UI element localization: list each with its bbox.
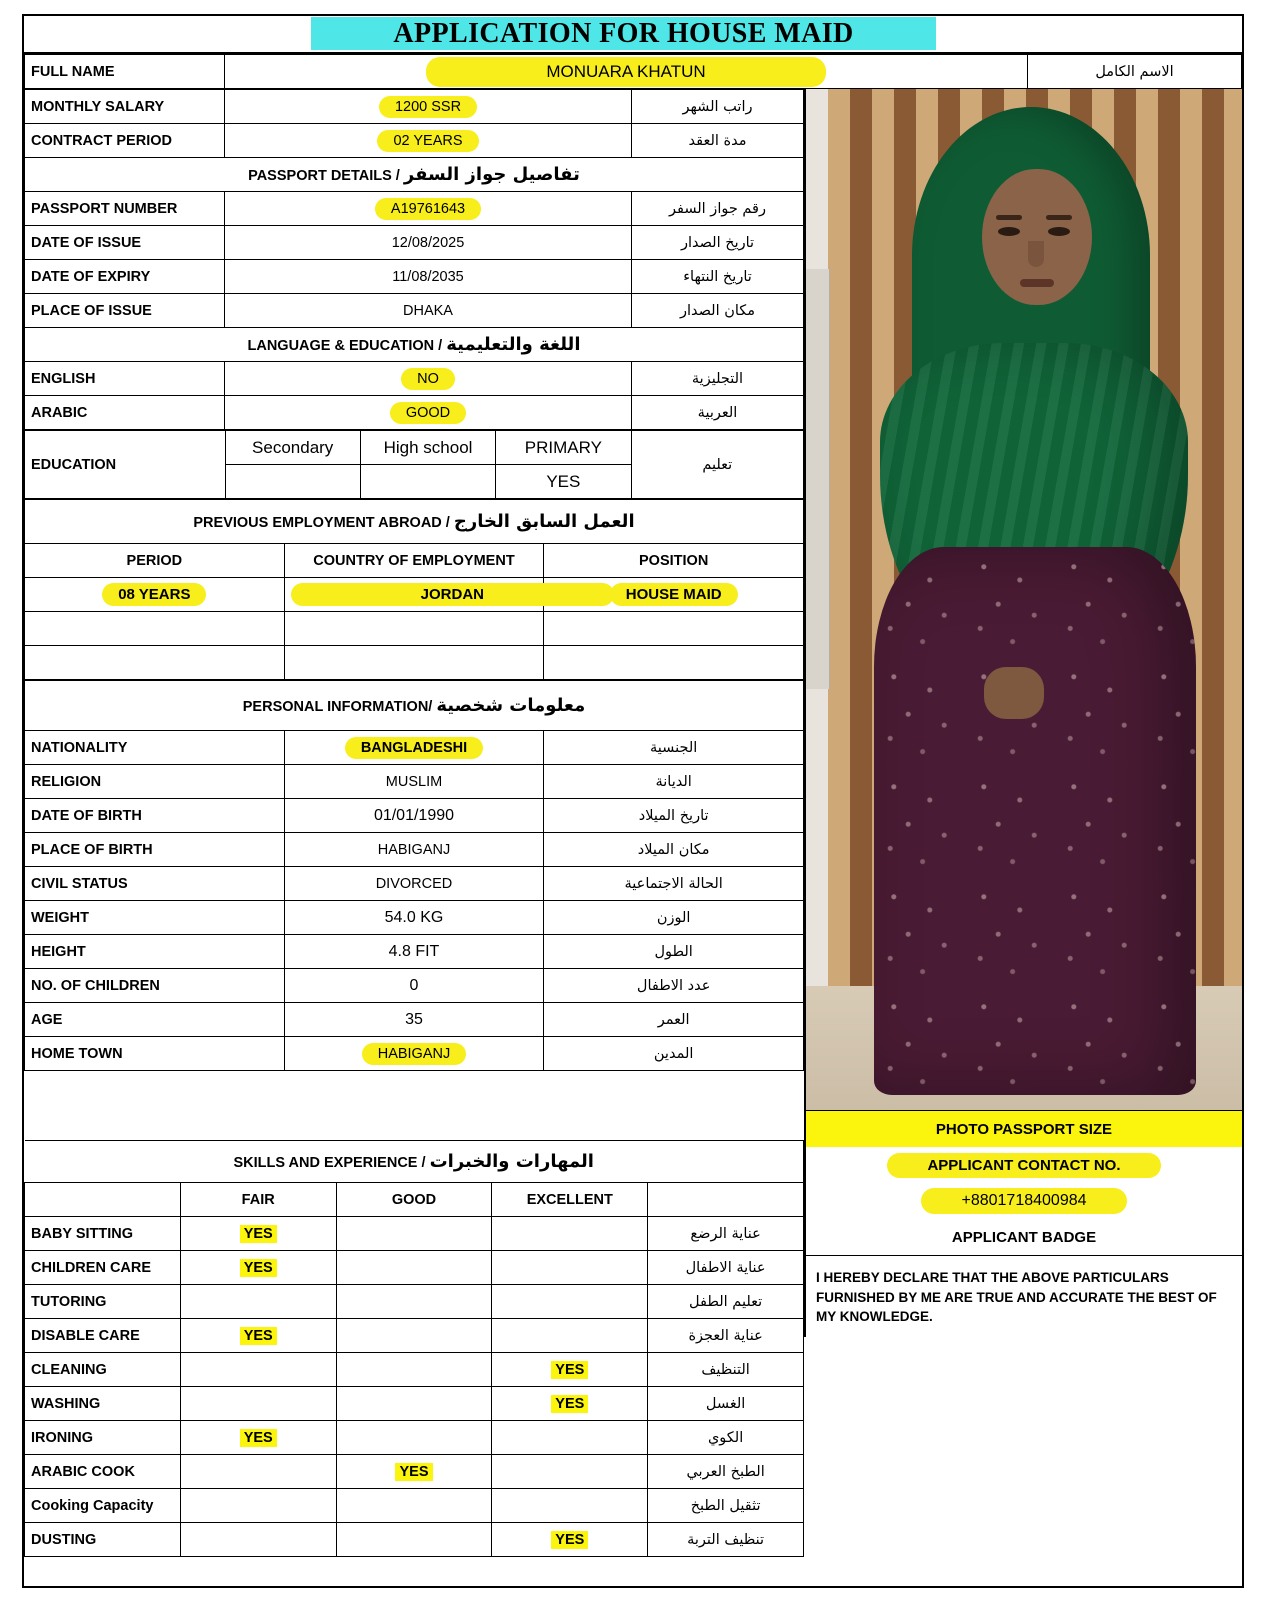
table-row [25,833,804,867]
employment-section-heading [25,500,804,544]
education-table [24,430,804,499]
date-of-birth-arabic: تاريخ الميلاد [544,799,804,833]
education-option-primary: PRIMARY [496,431,631,465]
age-arabic: العمر [544,1003,804,1037]
skills-header-blank [25,1183,181,1217]
skill-arabic-tutoring: تعليم الطفل [648,1285,804,1319]
skill-good-disable-care [336,1319,492,1353]
skill-label-cleaning: CLEANING [25,1353,181,1387]
skill-mark: YES [240,1429,277,1447]
table-row [25,1217,804,1251]
passport-number-value-cell [225,192,632,226]
religion-arabic: الديانة [544,765,804,799]
table-row [25,1523,804,1557]
contract-period-value-cell [225,124,632,158]
contract-table [24,89,804,430]
page-title: APPLICATION FOR HOUSE MAID [393,17,854,49]
date-of-expiry-arabic: تاريخ النتهاء [632,260,804,294]
date-of-birth-label: DATE OF BIRTH [25,799,285,833]
contact-label-row [806,1147,1242,1183]
skill-label-disable-care: DISABLE CARE [25,1319,181,1353]
skill-arabic-ironing: الكوي [648,1421,804,1455]
table-row [25,612,804,646]
skill-label-baby-sitting: BABY SITTING [25,1217,181,1251]
dress [874,547,1196,1095]
english-value: NO [401,368,455,390]
arabic-value: GOOD [390,402,466,424]
skill-excellent-disable-care [492,1319,648,1353]
religion-value: MUSLIM [284,765,544,799]
skill-label-washing: WASHING [25,1387,181,1421]
civil-status-label: CIVIL STATUS [25,867,285,901]
skill-good-arabic-cook [336,1455,492,1489]
table-row [25,901,804,935]
weight-value: 54.0 KG [284,901,544,935]
eye-left [998,227,1020,236]
hands [984,667,1044,719]
skill-label-dusting: DUSTING [25,1523,181,1557]
full-name-value-cell [225,55,1028,89]
skill-arabic-arabic-cook: الطبخ العربي [648,1455,804,1489]
skill-label-cooking-capacity: Cooking Capacity [25,1489,181,1523]
place-of-issue-value: DHAKA [225,294,632,328]
table-row [25,500,804,544]
table-row [25,578,804,612]
skill-mark: YES [395,1463,432,1481]
height-arabic: الطول [544,935,804,969]
personal-information-table [24,680,804,1071]
employment-header-position: POSITION [544,544,804,578]
table-row [25,969,804,1003]
children-count-label: NO. OF CHILDREN [25,969,285,1003]
skill-excellent-baby-sitting [492,1217,648,1251]
employment-position-cell-3 [544,646,804,680]
skill-excellent-ironing [492,1421,648,1455]
contact-number: +8801718400984 [921,1188,1126,1214]
monthly-salary-label: MONTHLY SALARY [25,90,225,124]
skill-arabic-baby-sitting: عناية الرضع [648,1217,804,1251]
passport-heading-en: PASSPORT DETAILS / [248,168,400,184]
employment-header-period: PERIOD [25,544,285,578]
education-mark-high-school [360,465,495,499]
nose [1028,241,1044,267]
employment-period-cell-3 [25,646,285,680]
english-value-cell [225,362,632,396]
application-form [22,14,1244,1588]
date-of-birth-value: 01/01/1990 [284,799,544,833]
english-arabic: التجليزية [632,362,804,396]
table-row [25,731,804,765]
passport-heading-ar: تفاصيل جواز السفر [403,164,580,185]
weight-label: WEIGHT [25,901,285,935]
date-of-issue-value: 12/08/2025 [225,226,632,260]
applicant-photo [806,89,1242,1111]
employment-heading-ar: العمل السابق الخارج [453,511,635,532]
skill-mark: YES [551,1361,588,1379]
monthly-salary-arabic: راتب الشهر [632,90,804,124]
place-of-birth-arabic: مكان الميلاد [544,833,804,867]
employment-period-value: 08 YEARS [102,583,206,606]
table-row [25,765,804,799]
declaration-text: I HEREBY DECLARE THAT THE ABOVE PARTICULARS FURNISHED BY ME ARE TRUE AND ACCURATE THE BEST OF MY KNOWLEDGE. [806,1255,1242,1337]
photo-size-band [806,1111,1242,1147]
date-of-expiry-value: 11/08/2035 [225,260,632,294]
table-row [25,260,804,294]
skills-header-fair: FAIR [180,1183,336,1217]
skill-excellent-tutoring [492,1285,648,1319]
full-name-table [24,54,1242,89]
table-row [25,192,804,226]
passport-number-label: PASSPORT NUMBER [25,192,225,226]
height-label: HEIGHT [25,935,285,969]
skill-fair-cleaning [180,1353,336,1387]
personal-heading-ar: معلومات شخصية [436,695,586,716]
form-title-row [24,16,1242,54]
photo-background-cabinet [806,269,830,689]
date-of-expiry-label: DATE OF EXPIRY [25,260,225,294]
employment-position-cell-2 [544,612,804,646]
passport-number-arabic: رقم جواز السفر [632,192,804,226]
applicant-badge-label: APPLICANT BADGE [951,1228,1097,1246]
date-of-issue-arabic: تاريخ الصدار [632,226,804,260]
education-option-secondary: Secondary [225,431,360,465]
skill-excellent-cleaning [492,1353,648,1387]
place-of-birth-label: PLACE OF BIRTH [25,833,285,867]
contact-label: APPLICANT CONTACT NO. [887,1153,1160,1178]
title-band [311,17,936,50]
passport-section-heading [25,158,804,192]
table-row [25,867,804,901]
skill-good-dusting [336,1523,492,1557]
religion-label: RELIGION [25,765,285,799]
education-mark-primary: YES [496,465,631,499]
skill-good-children-care [336,1251,492,1285]
language-heading-en: LANGUAGE & EDUCATION / [247,338,443,354]
employment-period-cell [25,578,285,612]
table-row [25,1421,804,1455]
education-label: EDUCATION [25,431,226,499]
skill-excellent-children-care [492,1251,648,1285]
employment-table [24,499,804,680]
eyebrow-left [996,215,1022,220]
skill-good-cleaning [336,1353,492,1387]
skill-mark: YES [551,1531,588,1549]
skill-fair-baby-sitting [180,1217,336,1251]
language-heading-ar: اللغة والتعليمية [446,334,581,355]
nationality-value: BANGLADESHI [345,737,483,759]
age-value: 35 [284,1003,544,1037]
arabic-arabic: العربية [632,396,804,430]
education-option-high-school: High school [360,431,495,465]
place-of-birth-value: HABIGANJ [284,833,544,867]
table-row [25,90,804,124]
monthly-salary-value-cell [225,90,632,124]
contract-period-arabic: مدة العقد [632,124,804,158]
eyebrow-right [1046,215,1072,220]
table-row [25,294,804,328]
contract-period-label: CONTRACT PERIOD [25,124,225,158]
skill-fair-arabic-cook [180,1455,336,1489]
skills-table [24,1140,804,1557]
table-row [25,328,804,362]
full-name-arabic: الاسم الكامل [1028,55,1242,89]
skill-fair-washing [180,1387,336,1421]
table-row [25,124,804,158]
table-row [25,396,804,430]
height-value: 4.8 FIT [284,935,544,969]
employment-period-cell-2 [25,612,285,646]
skill-good-baby-sitting [336,1217,492,1251]
skill-good-tutoring [336,1285,492,1319]
table-row [25,1387,804,1421]
photo-size-label: PHOTO PASSPORT SIZE [935,1120,1113,1138]
table-row [25,1251,804,1285]
skill-fair-tutoring [180,1285,336,1319]
table-row [25,362,804,396]
table-row [25,55,1242,89]
skills-header-arabic [648,1183,804,1217]
date-of-issue-label: DATE OF ISSUE [25,226,225,260]
table-row [25,935,804,969]
employment-country-value: JORDAN [291,583,614,606]
skill-arabic-cleaning: التنظيف [648,1353,804,1387]
arabic-value-cell [225,396,632,430]
table-row [25,226,804,260]
skill-excellent-washing [492,1387,648,1421]
skill-excellent-dusting [492,1523,648,1557]
skills-section [24,1140,804,1557]
skill-good-cooking-capacity [336,1489,492,1523]
full-name-value: MONUARA KHATUN [426,57,825,87]
table-row [25,544,804,578]
children-count-arabic: عدد الاطفال [544,969,804,1003]
skill-arabic-dusting: تنظيف التربة [648,1523,804,1557]
skill-excellent-arabic-cook [492,1455,648,1489]
skill-mark: YES [240,1327,277,1345]
skill-label-ironing: IRONING [25,1421,181,1455]
skills-heading-ar: المهارات والخبرات [429,1151,594,1172]
home-town-arabic: المدين [544,1037,804,1071]
table-row [25,1183,804,1217]
skill-excellent-cooking-capacity [492,1489,648,1523]
personal-section-heading [25,681,804,731]
place-of-issue-arabic: مكان الصدار [632,294,804,328]
contact-number-row [806,1183,1242,1219]
personal-heading-en: PERSONAL INFORMATION/ [242,699,433,715]
photo-size-label-row [806,1111,1242,1147]
civil-status-arabic: الحالة الاجتماعية [544,867,804,901]
language-section-heading [25,328,804,362]
children-count-value: 0 [284,969,544,1003]
education-mark-secondary [225,465,360,499]
table-row [25,646,804,680]
skill-fair-disable-care [180,1319,336,1353]
employment-header-country: COUNTRY OF EMPLOYMENT [284,544,544,578]
skill-label-children-care: CHILDREN CARE [25,1251,181,1285]
table-row [25,1319,804,1353]
home-town-label: HOME TOWN [25,1037,285,1071]
eye-right [1048,227,1070,236]
table-row [25,1037,804,1071]
photo-inner [806,89,1242,1110]
skill-arabic-children-care: عناية الاطفال [648,1251,804,1285]
skill-label-tutoring: TUTORING [25,1285,181,1319]
skill-fair-cooking-capacity [180,1489,336,1523]
table-row [25,1141,804,1183]
skills-header-excellent: EXCELLENT [492,1183,648,1217]
applicant-badge-row [806,1219,1242,1255]
table-row [25,681,804,731]
skill-arabic-cooking-capacity: تثقيل الطبخ [648,1489,804,1523]
table-row [25,1455,804,1489]
employment-country-cell-3 [284,646,544,680]
weight-arabic: الوزن [544,901,804,935]
skill-fair-ironing [180,1421,336,1455]
skill-fair-dusting [180,1523,336,1557]
place-of-issue-label: PLACE OF ISSUE [25,294,225,328]
education-arabic: تعليم [631,431,803,499]
table-row [25,1353,804,1387]
monthly-salary-value: 1200 SSR [379,96,477,118]
skill-label-arabic-cook: ARABIC COOK [25,1455,181,1489]
skill-mark: YES [240,1259,277,1277]
skills-header-good: GOOD [336,1183,492,1217]
table-row [25,1489,804,1523]
passport-number-value: A19761643 [375,198,481,220]
table-row [25,1285,804,1319]
skill-arabic-washing: الغسل [648,1387,804,1421]
skill-mark: YES [240,1225,277,1243]
table-row [25,799,804,833]
age-label: AGE [25,1003,285,1037]
skill-fair-children-care [180,1251,336,1285]
nationality-arabic: الجنسية [544,731,804,765]
applicant-figure [856,107,1208,1091]
employment-country-cell [284,578,544,612]
skill-good-ironing [336,1421,492,1455]
employment-position-value: HOUSE MAID [610,583,738,606]
skill-arabic-disable-care: عناية العجزة [648,1319,804,1353]
table-row [25,158,804,192]
photo-info-box [806,1111,1242,1337]
contract-period-value: 02 YEARS [377,130,478,152]
nationality-label: NATIONALITY [25,731,285,765]
table-row [25,1003,804,1037]
employment-country-cell-2 [284,612,544,646]
mouth [1020,279,1054,287]
skills-heading-en: SKILLS AND EXPERIENCE / [233,1155,426,1171]
form-right-column [806,89,1242,1337]
employment-heading-en: PREVIOUS EMPLOYMENT ABROAD / [193,515,450,531]
table-row [25,431,804,465]
arabic-label: ARABIC [25,396,225,430]
skill-mark: YES [551,1395,588,1413]
civil-status-value: DIVORCED [284,867,544,901]
english-label: ENGLISH [25,362,225,396]
nationality-value-cell [284,731,544,765]
skill-good-washing [336,1387,492,1421]
full-name-label: FULL NAME [25,55,225,89]
home-town-value: HABIGANJ [362,1043,467,1065]
skills-section-heading [25,1141,804,1183]
home-town-value-cell [284,1037,544,1071]
